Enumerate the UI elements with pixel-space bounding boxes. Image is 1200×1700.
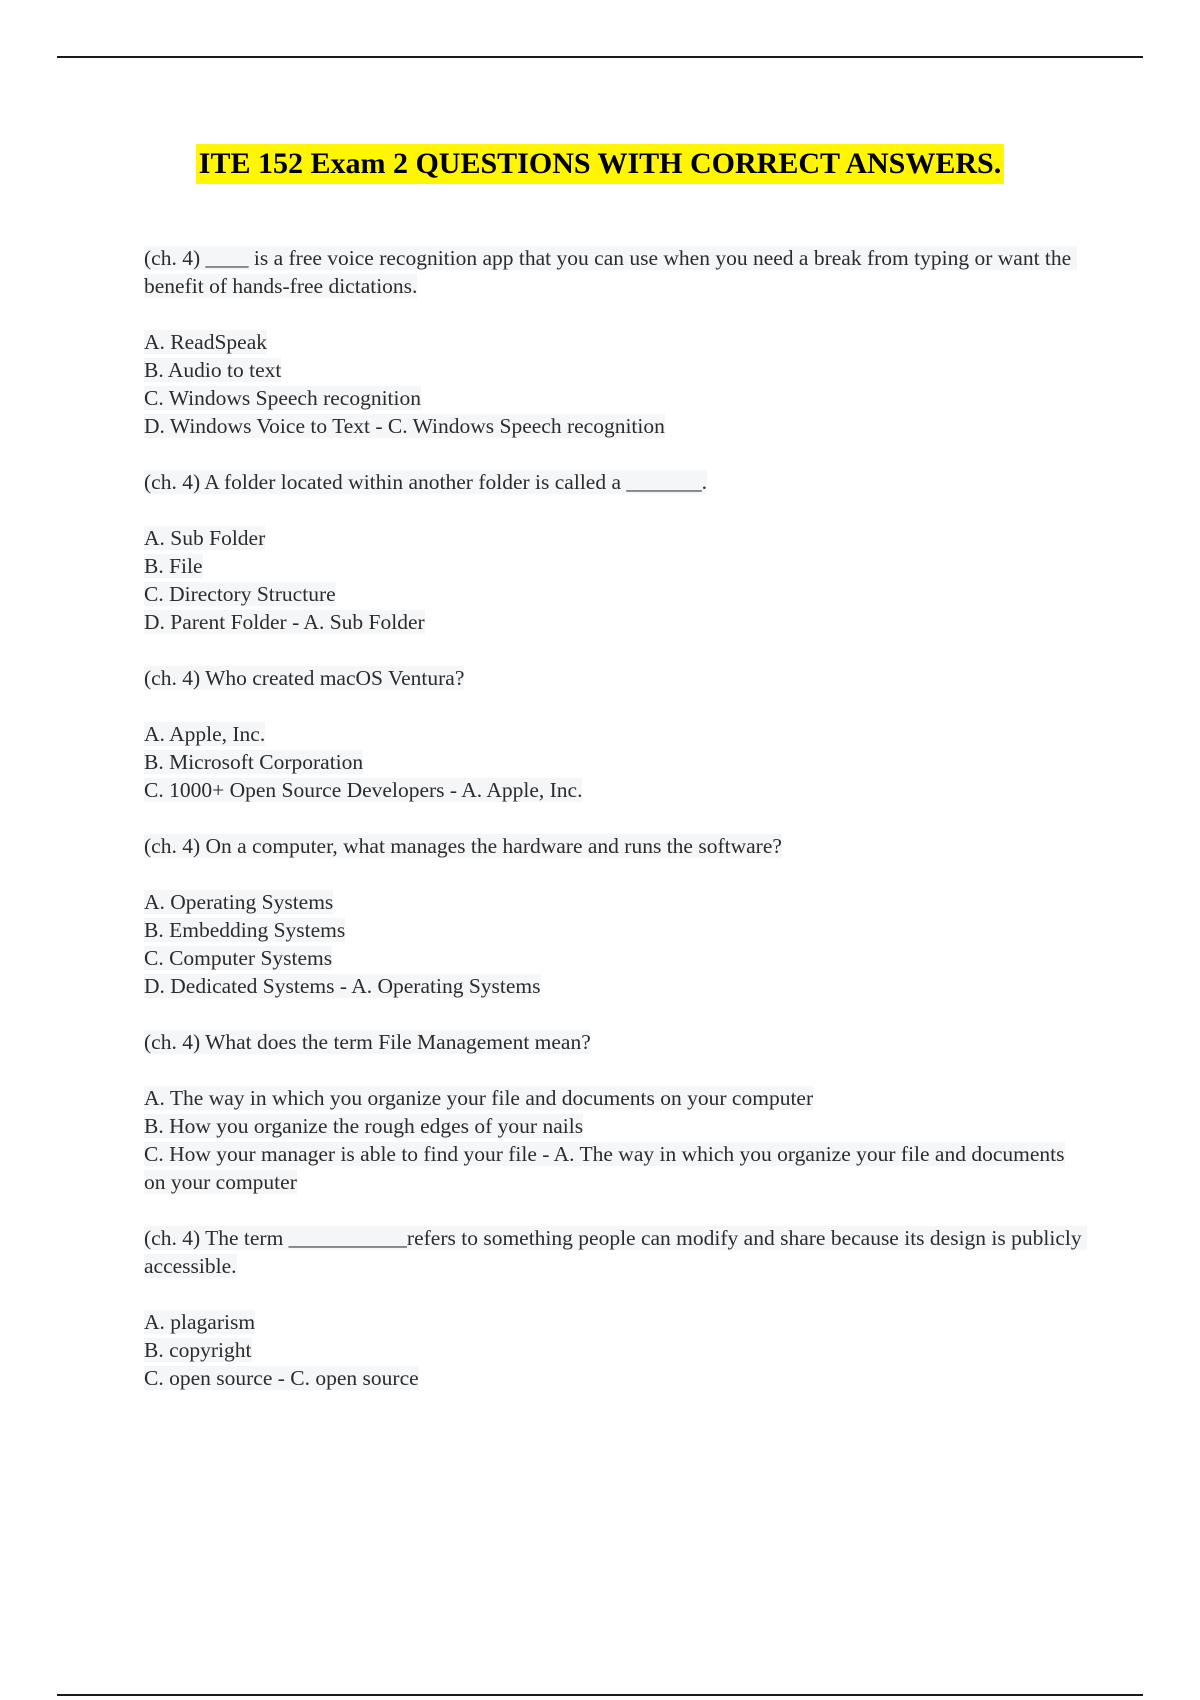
option-b: B. Audio to text [144,358,282,382]
option-a: A. The way in which you organize your file and documents on your computer [144,1086,814,1110]
option-c: C. Directory Structure [144,582,336,606]
question-list [144,244,1087,1420]
option-a: A. Apple, Inc. [144,722,266,746]
answer-options [144,888,1084,1000]
answer-options [144,1084,1084,1196]
answer-options [144,328,1084,440]
option-a: A. ReadSpeak [144,330,267,354]
question-text: (ch. 4) A folder located within another folder is called a _______. [144,470,708,494]
question-3 [144,664,1084,804]
question-2 [144,468,1084,636]
option-b: B. copyright [144,1338,252,1362]
option-a: A. plagarism [144,1310,256,1334]
title-block [0,144,1200,184]
option-b: B. How you organize the rough edges of your nails [144,1114,584,1138]
question-6 [144,1224,1087,1392]
question-text: (ch. 4) On a computer, what manages the hardware and runs the software? [144,834,782,858]
option-a: A. Operating Systems [144,890,334,914]
option-c: C. Windows Speech recognition [144,386,422,410]
option-a: A. Sub Folder [144,526,266,550]
top-rule [57,56,1143,58]
option-c-with-answer: C. open source - C. open source [144,1366,419,1390]
option-c: C. Computer Systems [144,946,333,970]
option-c-with-answer: C. 1000+ Open Source Developers - A. Apple, Inc. [144,778,583,802]
option-b: B. Microsoft Corporation [144,750,364,774]
answer-options [144,1308,1084,1392]
option-d-with-answer: D. Parent Folder - A. Sub Folder [144,610,425,634]
answer-options [144,524,1084,636]
option-c-with-answer: C. How your manager is able to find your file - A. The way in which you organize your file and documents on your computer [144,1142,1065,1194]
question-5 [144,1028,1084,1196]
question-4 [144,832,1084,1000]
option-b: B. Embedding Systems [144,918,346,942]
question-text: (ch. 4) Who created macOS Ventura? [144,666,465,690]
question-text: (ch. 4) The term ___________refers to something people can modify and share because its design is publicly accessible. [144,1226,1087,1278]
document-title: ITE 152 Exam 2 QUESTIONS WITH CORRECT ANSWERS. [196,144,1004,184]
answer-options [144,720,1084,804]
option-d-with-answer: D. Dedicated Systems - A. Operating Systems [144,974,541,998]
question-text: (ch. 4) ____ is a free voice recognition app that you can use when you need a break from typing or want the benefit of hands-free dictations. [144,246,1077,298]
bottom-rule [57,1694,1143,1696]
option-b: B. File [144,554,203,578]
option-d-with-answer: D. Windows Voice to Text - C. Windows Speech recognition [144,414,665,438]
question-1 [144,244,1084,440]
question-text: (ch. 4) What does the term File Management mean? [144,1030,591,1054]
